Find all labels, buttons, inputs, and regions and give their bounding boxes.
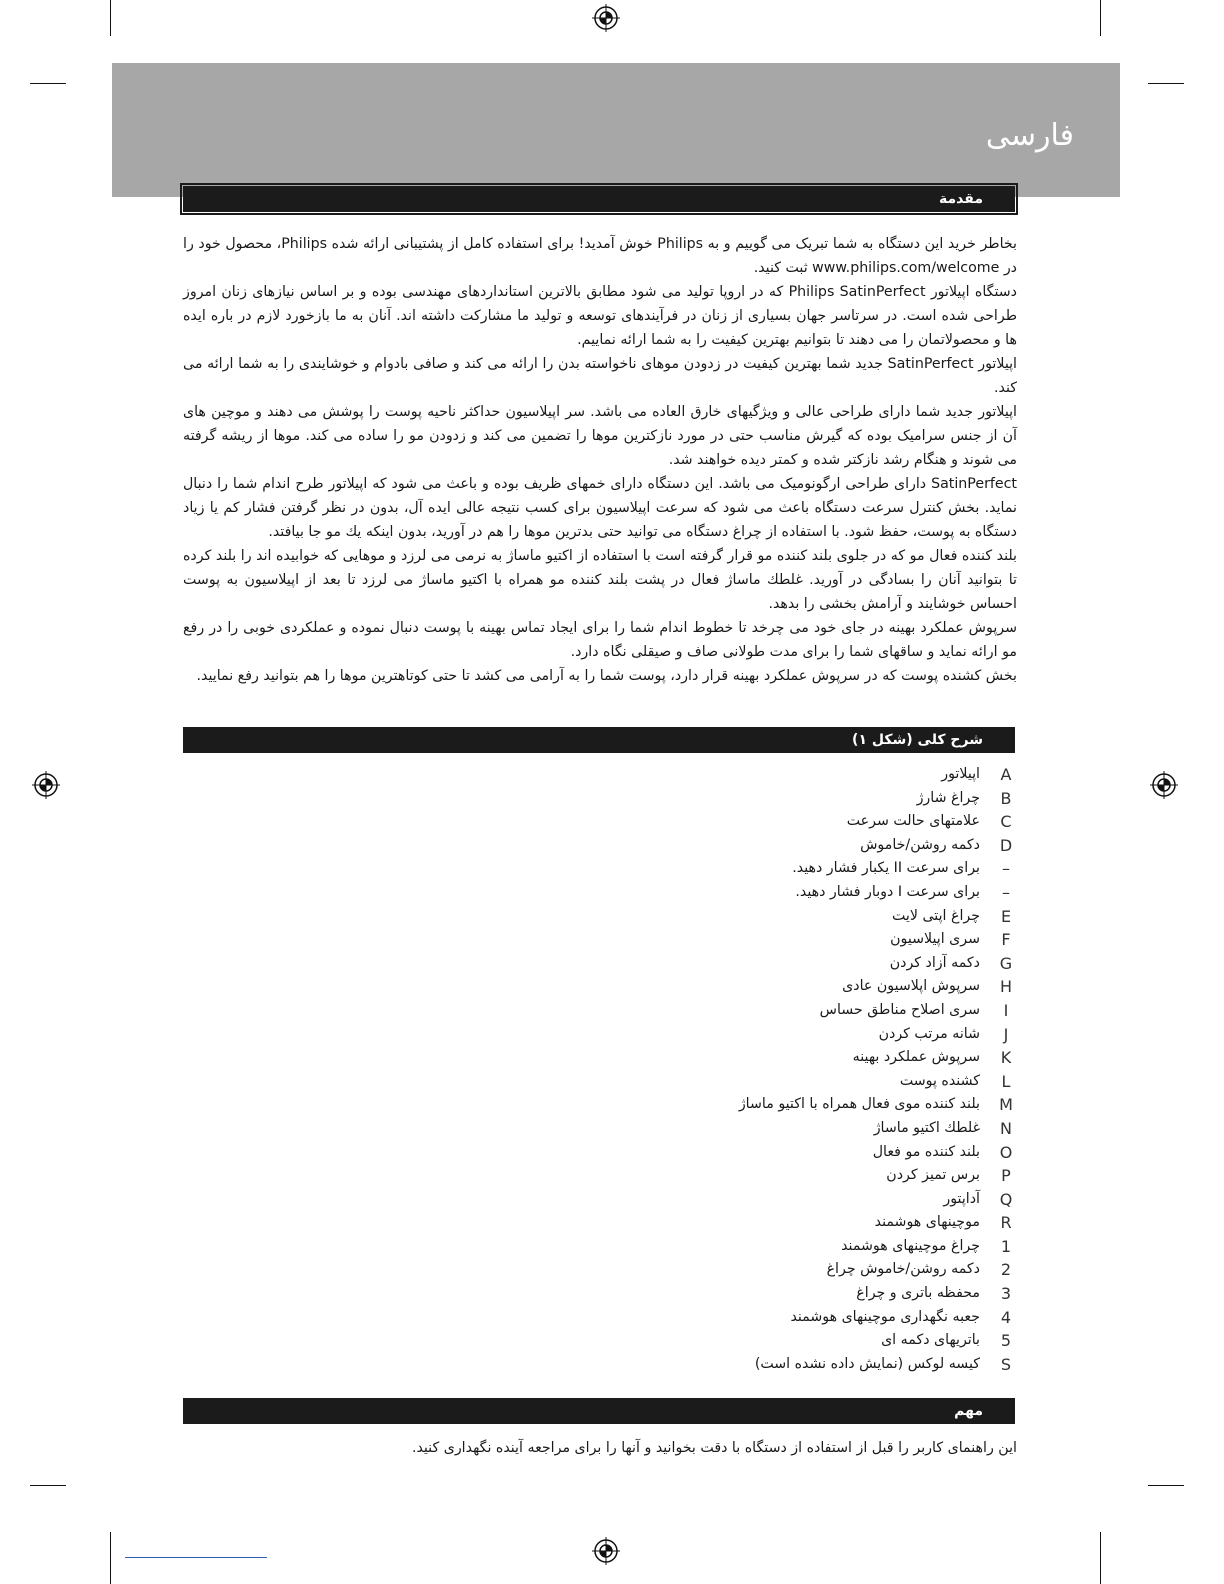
- list-item: [456, 1282, 1016, 1306]
- list-item: [456, 1070, 1016, 1094]
- item-key: B: [1000, 788, 1012, 808]
- item-key: D: [999, 835, 1013, 855]
- item-key: 1: [1000, 1236, 1012, 1256]
- intro-paragraph: بخش کشنده پوست که در سرپوش عملکرد بهینه قرار دارد، پوست شما را به آرامی می کشد تا حتی کوتاهترین موها را هم بتوانید رفع نمایید.: [196, 668, 1017, 684]
- item-text: دکمه روشن/خاموش چراغ: [826, 1261, 980, 1278]
- item-key: H: [999, 977, 1013, 997]
- intro-text: [183, 232, 1017, 688]
- registration-mark-icon: [592, 1537, 620, 1565]
- list-item: [456, 905, 1016, 929]
- item-key: K: [1000, 1048, 1012, 1068]
- list-item: [456, 928, 1016, 952]
- item-text: کیسه لوکس (نمایش داده نشده است): [754, 1355, 980, 1372]
- item-key: N: [1000, 1118, 1012, 1138]
- item-key: –: [1002, 882, 1010, 902]
- item-text: دکمه روشن/خاموش: [860, 836, 980, 853]
- list-item: [456, 1258, 1016, 1282]
- crop-mark: [1148, 1485, 1184, 1486]
- item-key: 3: [1000, 1284, 1012, 1304]
- crop-mark: [30, 83, 66, 84]
- item-text: چراغ موچینهای هوشمند: [841, 1237, 980, 1254]
- item-text: محفظه باتری و چراغ: [856, 1285, 980, 1302]
- item-text: اپیلاتور: [941, 766, 980, 782]
- intro-paragraph: اپیلاتور جدید شما دارای طراحی عالی و ویژگیهای خارق العاده می باشد. سر اپیلاسیون حداکثر ناحیه پوست را پوشش می دهند و موچین های آن از جنس سرامیک بوده که گیرش مناسب حتی در مورد نازکترین موها را تضمین می کند و زدودن مو را ساده می کند. موها از ریشه گرفته می شوند و هنگام رشد نازکتر شده و کمتر دیده خواهند شد.: [183, 404, 1017, 468]
- item-text: سرپوش عملکرد بهینه: [852, 1049, 980, 1066]
- crop-mark: [110, 1532, 111, 1584]
- item-text: چراغ شارژ: [916, 789, 980, 806]
- item-text: برس تمیز کردن: [886, 1167, 980, 1184]
- item-text: سری اصلاح مناطق حساس: [819, 1001, 980, 1018]
- item-key: 5: [1000, 1331, 1012, 1351]
- list-item: [456, 787, 1016, 811]
- list-item: [456, 1188, 1016, 1212]
- header-band: [112, 63, 1120, 197]
- list-item: [456, 1329, 1016, 1353]
- registration-mark-icon: [592, 4, 620, 32]
- list-item: [456, 1117, 1016, 1141]
- item-key: Q: [999, 1189, 1013, 1209]
- registration-mark-icon: [1150, 771, 1178, 799]
- list-item: [456, 1141, 1016, 1165]
- item-key: L: [1001, 1071, 1011, 1091]
- item-key: R: [1000, 1213, 1012, 1233]
- list-item: [456, 834, 1016, 858]
- list-item: [456, 881, 1016, 905]
- item-text: شانه مرتب کردن: [878, 1025, 980, 1042]
- item-key: 4: [1000, 1307, 1012, 1327]
- item-key: 2: [1000, 1260, 1012, 1280]
- list-item: [456, 952, 1016, 976]
- intro-paragraph: بلند کننده فعال مو که در جلوی بلند کننده مو قرار گرفته است با استفاده از اکتیو ماساژ به نرمی می لرزد و موهایی که خوابیده اند را بلند کرده تا بتوانید آنان را بسادگی در آورید. غلطك ماساژ فعال در پشت بلند کننده مو همراه با اکتیو ماساژ می لرزد تا بعد از اپیلاسیون به پوست احساس خوشایند و آرامش بخشی را بدهد.: [183, 548, 1017, 612]
- crop-mark: [1100, 1532, 1101, 1584]
- item-text: آداپتور: [943, 1190, 980, 1207]
- list-item: [456, 857, 1016, 881]
- item-text: علامتهای حالت سرعت: [846, 813, 980, 830]
- item-key: M: [999, 1095, 1013, 1115]
- intro-paragraph: بخاطر خرید این دستگاه به شما تبریک می گوییم و به Philips خوش آمدید! برای استفاده کامل از پشتیبانی ارائه شده Philips، محصول خود را در www.philips.com/welcome ثبت کنید.: [183, 236, 1018, 276]
- list-item: [456, 975, 1016, 999]
- crop-mark: [1148, 83, 1184, 84]
- item-text: بلند کننده مو فعال: [872, 1143, 980, 1160]
- section-heading-intro: مقدمة: [183, 186, 1015, 212]
- intro-paragraph: دستگاه اپیلاتور Philips SatinPerfect که در اروپا تولید می شود مطابق بالاترین استانداردهای مهندسی بوده و بر اساس نیازهای زنان امروز طراحی شده است. در سرتاسر جهان بسیاری از زنان در فرآیندهای توسعه و تولید ما مشارکت داشته اند. آنان به ما بازخورد لازم در باره ایده ها و محصولاتمان را می دهند تا بتوانیم بهترین کیفیت را به شما ارائه نماییم.: [183, 284, 1017, 348]
- item-text: بلند کننده موی فعال همراه با اکتیو ماساژ: [738, 1096, 980, 1113]
- item-text: سرپوش اپلاسیون عادی: [842, 978, 980, 995]
- item-key: G: [999, 953, 1013, 973]
- item-text: غلطك اکتیو ماساژ: [873, 1119, 980, 1136]
- item-text: جعبه نگهداری موچینهای هوشمند: [790, 1308, 980, 1325]
- item-text: کشنده پوست: [899, 1072, 980, 1089]
- item-key: E: [1000, 906, 1012, 926]
- item-text: دکمه آزاد کردن: [889, 954, 980, 971]
- crop-mark: [110, 0, 111, 36]
- item-key: C: [1000, 812, 1012, 832]
- item-text: موچینهای هوشمند: [874, 1214, 980, 1231]
- list-item: [456, 1235, 1016, 1259]
- item-key: P: [1001, 1166, 1011, 1186]
- list-item: [456, 1211, 1016, 1235]
- important-text: این راهنمای کاربر را قبل از استفاده از دستگاه با دقت بخوانید و آنها را برای مراجعه آینده نگهداری کنید.: [411, 1440, 1017, 1456]
- item-text: باتریهای دکمه ای: [881, 1332, 980, 1349]
- item-text: سری اپیلاسیون: [890, 931, 980, 948]
- intro-paragraph: اپیلاتور SatinPerfect جدید شما بهترین کیفیت در زدودن موهای ناخواسته بدن را ارائه می کند و صافی بادوام و خوشایندی را به شما ارائه می کند.: [183, 356, 1017, 396]
- list-item: [456, 1353, 1016, 1377]
- list-item: [456, 763, 1016, 787]
- item-text: چراغ اپتی لایت: [892, 907, 980, 924]
- section-heading-overview: شرح کلی (شکل ۱): [183, 727, 1015, 753]
- crop-mark: [1100, 0, 1101, 36]
- item-key: O: [999, 1142, 1013, 1162]
- item-key: F: [1001, 930, 1011, 950]
- item-text: برای سرعت II یکبار فشار دهید.: [792, 860, 980, 877]
- item-key: I: [1003, 1000, 1009, 1020]
- item-key: –: [1002, 859, 1010, 879]
- footer-line: [125, 1557, 267, 1558]
- parts-list: [456, 763, 1016, 1376]
- item-key: S: [1000, 1354, 1012, 1374]
- item-text: برای سرعت I دوبار فشار دهید.: [795, 883, 980, 900]
- list-item: [456, 999, 1016, 1023]
- crop-mark: [30, 1485, 66, 1486]
- list-item: [456, 810, 1016, 834]
- registration-mark-icon: [32, 771, 60, 799]
- list-item: [456, 1164, 1016, 1188]
- language-title: فارسی: [985, 118, 1074, 153]
- list-item: [456, 1046, 1016, 1070]
- list-item: [456, 1023, 1016, 1047]
- list-item: [456, 1306, 1016, 1330]
- list-item: [456, 1093, 1016, 1117]
- intro-paragraph: سرپوش عملکرد بهینه در جای خود می چرخد تا خطوط اندام شما را برای ایجاد تماس بهینه با پوست دنبال نموده و عملکردی خوبی را در رفع مو ارائه نماید و ساقهای شما را برای مدت طولانی صاف و صیقلی نگاه دارد.: [183, 620, 1017, 660]
- item-key: J: [1003, 1024, 1009, 1044]
- intro-paragraph: SatinPerfect دارای طراحی ارگونومیک می باشد. این دستگاه دارای خمهای ظریف بوده و باعث می شود که اپیلاتور طرح اندام شما را دنبال نماید. بخش کنترل سرعت دستگاه باعث می شود که سرعت اپیلاسیون برای کسب نتیجه عالی ایده آل، بدون در نظر گرفتن فشار کم یا زیاد دستگاه به پوست، حفظ شود. با استفاده از چراغ دستگاه می توانید حتی بدترین موها را هم در آورید، بدون اینکه یك مو جا بیافتد.: [183, 476, 1017, 540]
- item-key: A: [1000, 765, 1012, 784]
- section-heading-important: مهم: [183, 1398, 1015, 1424]
